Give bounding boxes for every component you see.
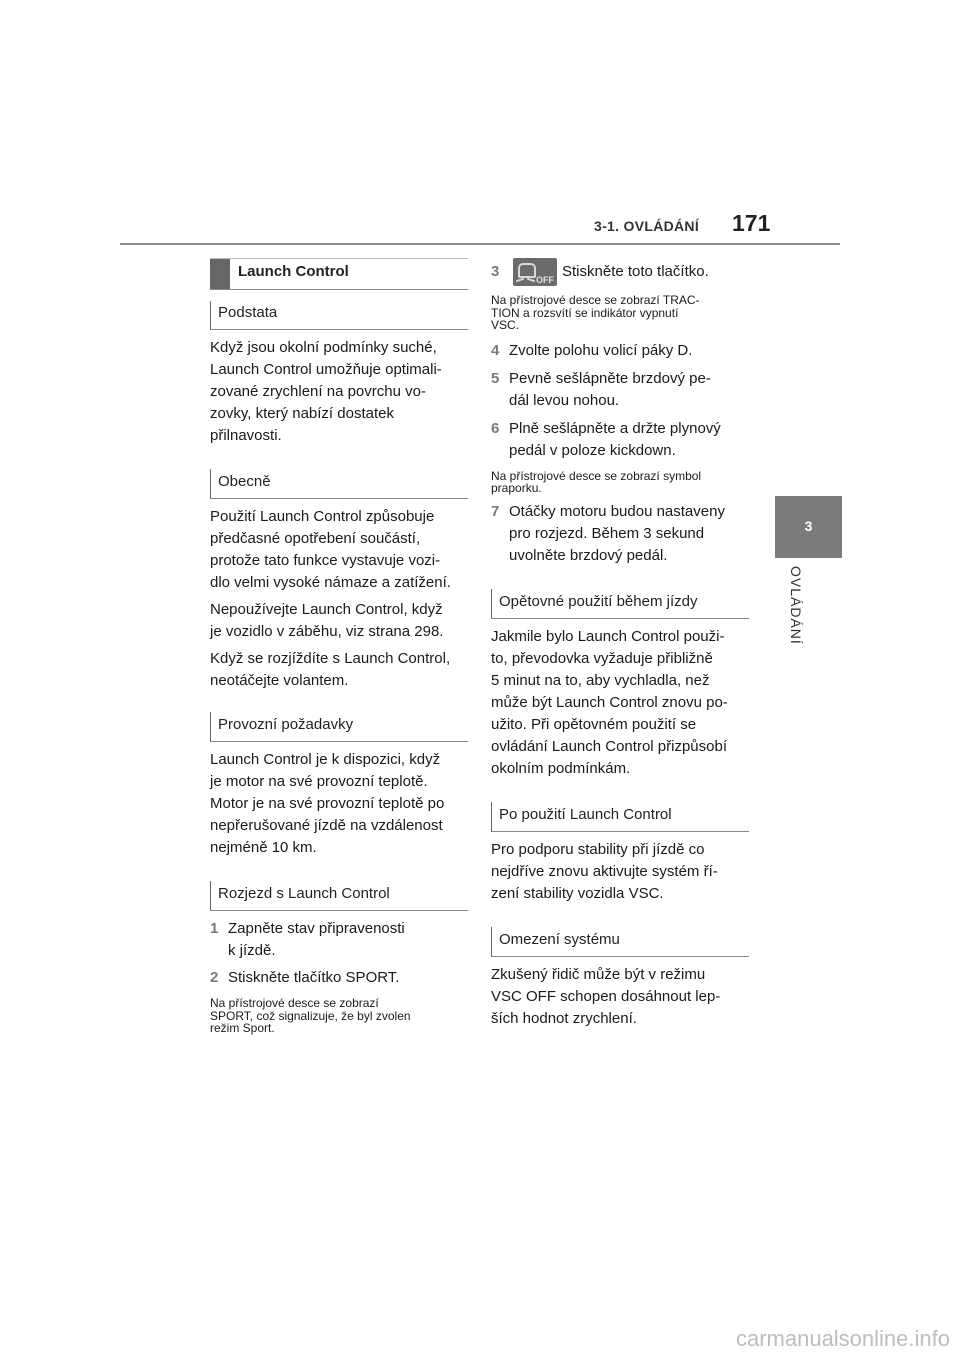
heading-bar — [210, 259, 230, 289]
text-line: Když se rozjíždíte s Launch Control, — [210, 650, 451, 667]
step-text — [228, 918, 468, 962]
text-line: je motor na své provozní teplotě. — [210, 773, 428, 790]
step-number: 3 — [491, 263, 500, 280]
text-line: Zkušený řidič může být v režimu — [491, 965, 706, 983]
note-sport — [210, 997, 468, 1035]
vsc-off-icon — [513, 258, 557, 286]
step-text — [509, 501, 749, 567]
paragraph-obecne-1 — [210, 506, 468, 594]
text-line: Jakmile bylo Launch Control použi- — [491, 627, 725, 645]
step-text: Zvolte polohu volicí páky D. — [509, 341, 693, 359]
step-number: 2 — [210, 969, 219, 986]
text-line: ovládání Launch Control přizpůsobí — [491, 737, 727, 755]
text-line: Použití Launch Control způsobuje — [210, 508, 435, 525]
step-number: 4 — [491, 341, 500, 359]
text-line: Pro podporu stability při jízdě co — [491, 840, 705, 858]
text-line: VSC. — [491, 318, 520, 333]
text-line: to, převodovka vyžaduje přibližně — [491, 649, 713, 667]
paragraph-po-pouziti — [491, 839, 749, 905]
heading-provozni-pozadavky: Provozní požadavky — [210, 712, 468, 742]
text-line: Motor je na své provozní teplotě po — [210, 795, 445, 812]
text-line: Zapněte stav připravenosti — [228, 920, 405, 937]
text-line: Otáčky motoru budou nastaveny — [509, 502, 725, 520]
step-2 — [210, 967, 468, 989]
text-line: režim Sport. — [210, 1021, 275, 1035]
text-line: užito. Při opětovném použití se — [491, 715, 697, 733]
left-column — [210, 258, 468, 1035]
paragraph-obecne-3 — [210, 648, 468, 692]
text-line: Na přístrojové desce se zobrazí TRAC- — [491, 293, 700, 308]
paragraph-omezeni — [491, 964, 749, 1030]
text-line: přilnavosti. — [210, 427, 282, 444]
text-line: 5 minut na to, aby vychladla, než — [491, 671, 710, 689]
main-heading-text: Launch Control — [238, 263, 349, 280]
step-text — [509, 258, 749, 286]
step-1 — [210, 918, 468, 962]
step-number: 5 — [491, 369, 500, 387]
step-number: 6 — [491, 419, 500, 437]
step-6 — [491, 418, 749, 462]
text-line: Na přístrojové desce se zobrazí symbol — [491, 468, 702, 483]
text-line: TION a rozsvítí se indikátor vypnutí — [491, 305, 679, 320]
text-line: pro rozjezd. Během 3 sekund — [509, 524, 705, 542]
text-line: VSC OFF schopen dosáhnout lep- — [491, 987, 721, 1005]
text-line: Když jsou okolní podmínky suché, — [210, 339, 437, 356]
heading-omezeni-systemu: Omezení systému — [491, 927, 749, 957]
paragraph-obecne-2 — [210, 599, 468, 643]
page-number: 171 — [732, 210, 771, 236]
text-line: protože tato funkce vystavuje vozi- — [210, 552, 441, 569]
step-3 — [491, 258, 749, 286]
note-traction — [491, 294, 749, 332]
text-line: neotáčejte volantem. — [210, 672, 349, 689]
text-line: Pevně sešlápněte brzdový pe- — [509, 369, 711, 387]
text-line: Launch Control je k dispozici, když — [210, 751, 441, 768]
text-line: k jízdě. — [228, 942, 276, 959]
note-flag — [491, 470, 749, 495]
icon-label: OFF — [536, 275, 554, 286]
step-4 — [491, 340, 749, 362]
step-text — [509, 368, 749, 412]
main-heading — [210, 258, 468, 290]
text-line: může být Launch Control znovu po- — [491, 693, 728, 711]
header-rule — [120, 243, 840, 245]
heading-podstata: Podstata — [210, 301, 468, 330]
paragraph-podstata — [210, 337, 468, 447]
text-line: dlo velmi vysoké námaze a zatížení. — [210, 574, 451, 591]
text-line: zení stability vozidla VSC. — [491, 884, 664, 902]
text-line: Na přístrojové desce se zobrazí — [210, 996, 379, 1010]
heading-po-pouziti: Po použití Launch Control — [491, 802, 749, 832]
section-label: 3-1. OVLÁDÁNÍ — [594, 218, 700, 234]
text-line: Stiskněte toto tlačítko. — [562, 263, 709, 280]
step-text — [509, 418, 749, 462]
text-line: Plně sešlápněte a držte plynový — [509, 419, 721, 437]
heading-rozjezd: Rozjezd s Launch Control — [210, 881, 468, 911]
text-line: je vozidlo v záběhu, viz strana 298. — [210, 623, 444, 640]
text-line: předčasné opotřebení součástí, — [210, 530, 421, 547]
heading-obecne: Obecně — [210, 469, 468, 499]
heading-opetovne-pouziti: Opětovné použití během jízdy — [491, 589, 749, 619]
right-column — [491, 258, 749, 1030]
text-line: pedál v poloze kickdown. — [509, 441, 676, 459]
step-number: 1 — [210, 920, 219, 937]
chapter-tab — [775, 496, 842, 558]
text-line: zované zrychlení na povrchu vo- — [210, 383, 426, 400]
chapter-number: 3 — [804, 518, 813, 534]
step-7 — [491, 501, 749, 567]
paragraph-opetovne — [491, 626, 749, 780]
step-number: 7 — [491, 502, 500, 520]
text-line: zovky, který nabízí dostatek — [210, 405, 394, 422]
text-line: SPORT, což signalizuje, že byl zvolen — [210, 1008, 411, 1023]
step-5 — [491, 368, 749, 412]
text-line: nepřerušované jízdě na vzdálenost — [210, 817, 443, 834]
text-line: uvolněte brzdový pedál. — [509, 546, 668, 564]
text-line: nejméně 10 km. — [210, 839, 317, 856]
text-line: okolním podmínkám. — [491, 759, 631, 777]
paragraph-pozadavky — [210, 749, 468, 859]
text-line: praporku. — [491, 481, 542, 496]
text-line: ších hodnot zrychlení. — [491, 1009, 637, 1027]
text-line: Launch Control umožňuje optimali- — [210, 361, 442, 378]
watermark: carmanualsonline.info — [735, 1326, 950, 1351]
text-line: Nepoužívejte Launch Control, když — [210, 601, 443, 618]
chapter-title: OVLÁDÁNÍ — [788, 566, 804, 645]
text-line: dál levou nohou. — [509, 391, 620, 409]
step-text: Stiskněte tlačítko SPORT. — [228, 969, 400, 986]
text-line: nejdříve znovu aktivujte systém ří- — [491, 862, 718, 880]
